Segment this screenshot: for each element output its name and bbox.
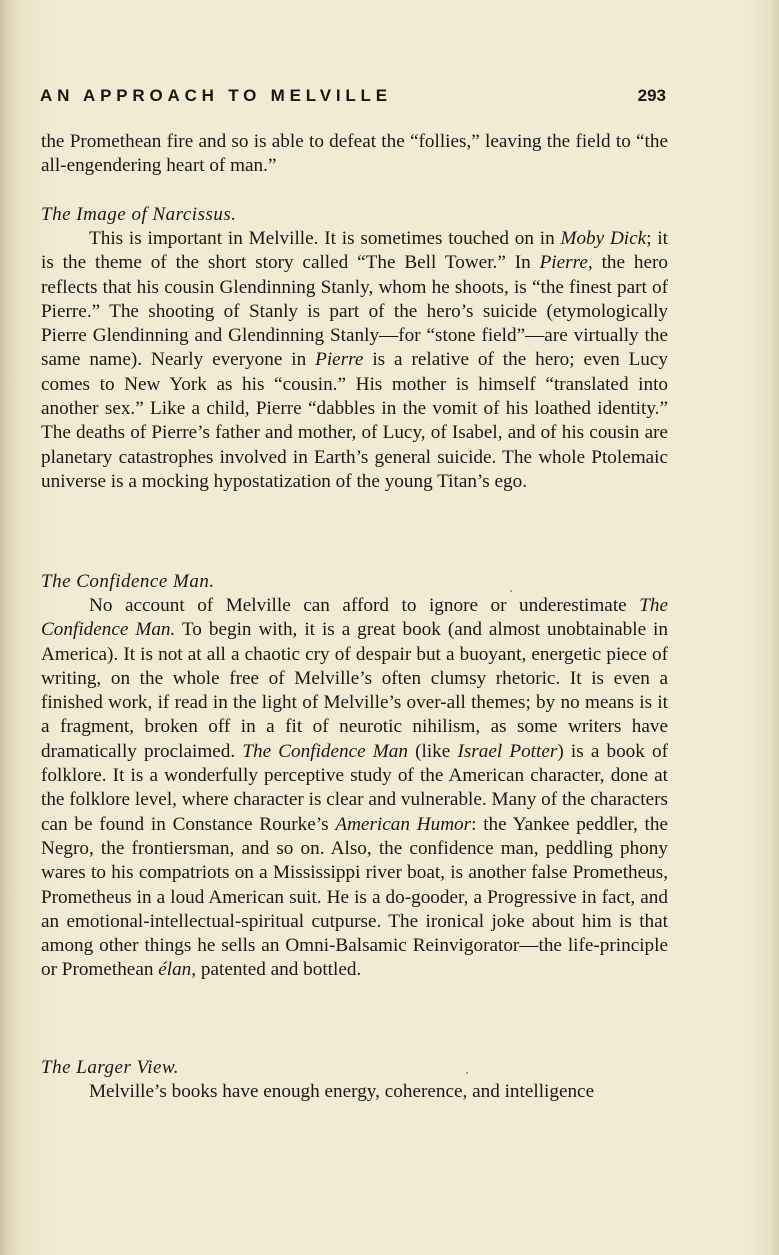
book-title-text: American Humor — [335, 813, 472, 835]
text-run: Melville’s books have enough energy, coherence, and intelligence — [89, 1081, 595, 1102]
text-run: : the Yankee peddler, the Negro, the frontiersman, and so on. Also, the confidence man, peddling phony wares to his compatriots on a Mississippi river boat, is another false Prometheus, Prometheus in a loud American suit. He is a do-gooder, a Progressive in fact, and an emotional-intellectual-spiritual cutpurse. The ironical joke about him is that among other things he sells an Omni-Balsamic Reinvigorator—the life-principle or Promethean — [41, 813, 668, 981]
section-larger-view — [41, 1056, 668, 1104]
book-title-text: Pierre, — [539, 252, 593, 274]
section-paragraph — [41, 1080, 668, 1104]
running-head: AN APPROACH TO MELVILLE — [40, 86, 392, 105]
text-run: is a relative of the hero; even Lucy comes to New York as his “cousin.” His mother is himself “translated into another sex.” Like a child, Pierre “dabbles in the vomit of his loathed identity.” The deaths of Pierre’s father and mother, of Lucy, of Isabel, and of his cousin are planetary catastrophes involved in Earth’s general suicide. The whole Ptolemaic universe is a mocking hypostatization of the young Titan’s ego. — [41, 349, 668, 492]
section-image-of-narcissus — [41, 203, 668, 494]
paper-speck — [466, 1072, 468, 1074]
book-title-text: The Confidence Man — [242, 740, 408, 762]
book-title-text: Israel Potter — [457, 740, 558, 762]
text-run: the hero reflects that his cousin Glendinning Stanly, whom he shoots, is “the finest part of Pierre.” The shooting of Stanly is part of the hero’s suicide (etymologically Pierre Glendinning and Glendinning Stanly—for “stone field”—are virtually the same name). Nearly everyone in — [41, 252, 668, 371]
book-title-text: Moby Dick — [560, 228, 647, 249]
page-header — [40, 86, 666, 112]
text-run: No account of Melville can afford to ignore or underestimate — [89, 595, 640, 616]
text-run: ) is a book of folklore. It is a wonderfully perceptive study of the American character, done at the folklore level, where character is clear and vulnerable. Many of the characters can be found in Constance Rourke’s — [41, 740, 669, 835]
paper-speck — [510, 590, 512, 592]
section-paragraph — [41, 227, 668, 494]
section-paragraph — [41, 594, 668, 983]
continuation-paragraph: the Promethean fire and so is able to defeat the “follies,” leaving the field to “the all-engendering heart of man.” — [41, 131, 668, 177]
section-heading: The Confidence Man. — [41, 571, 215, 592]
page-number: 293 — [637, 86, 666, 105]
text-run: (like — [407, 740, 458, 762]
text-run: To begin with, it is a great book (and almost unobtainable in America). It is not at all a chaotic cry of despair but a buoyant, energetic piece of writing, on the whole free of Melville’s often clumsy rhetoric. It is even a finished work, if read in the light of Melville’s over-all themes; by no means is it a fragment, broken off in a fit of neurotic nihilism, as some writers have dramatically proclaimed. — [41, 619, 668, 762]
section-confidence-man — [41, 570, 668, 983]
book-title-text: Pierre — [315, 349, 364, 371]
text-run: patented and bottled. — [196, 959, 362, 981]
section-heading: The Image of Narcissus. — [41, 204, 237, 225]
book-title-text: The Confidence Man. — [41, 595, 668, 641]
text-run: This is important in Melville. It is sometimes touched on in — [89, 228, 561, 249]
emphasis-text: élan, — [158, 959, 197, 981]
section-heading: The Larger View. — [41, 1057, 180, 1078]
text-run: ; it is the theme of the short story called “The Bell Tower.” In — [41, 228, 668, 274]
